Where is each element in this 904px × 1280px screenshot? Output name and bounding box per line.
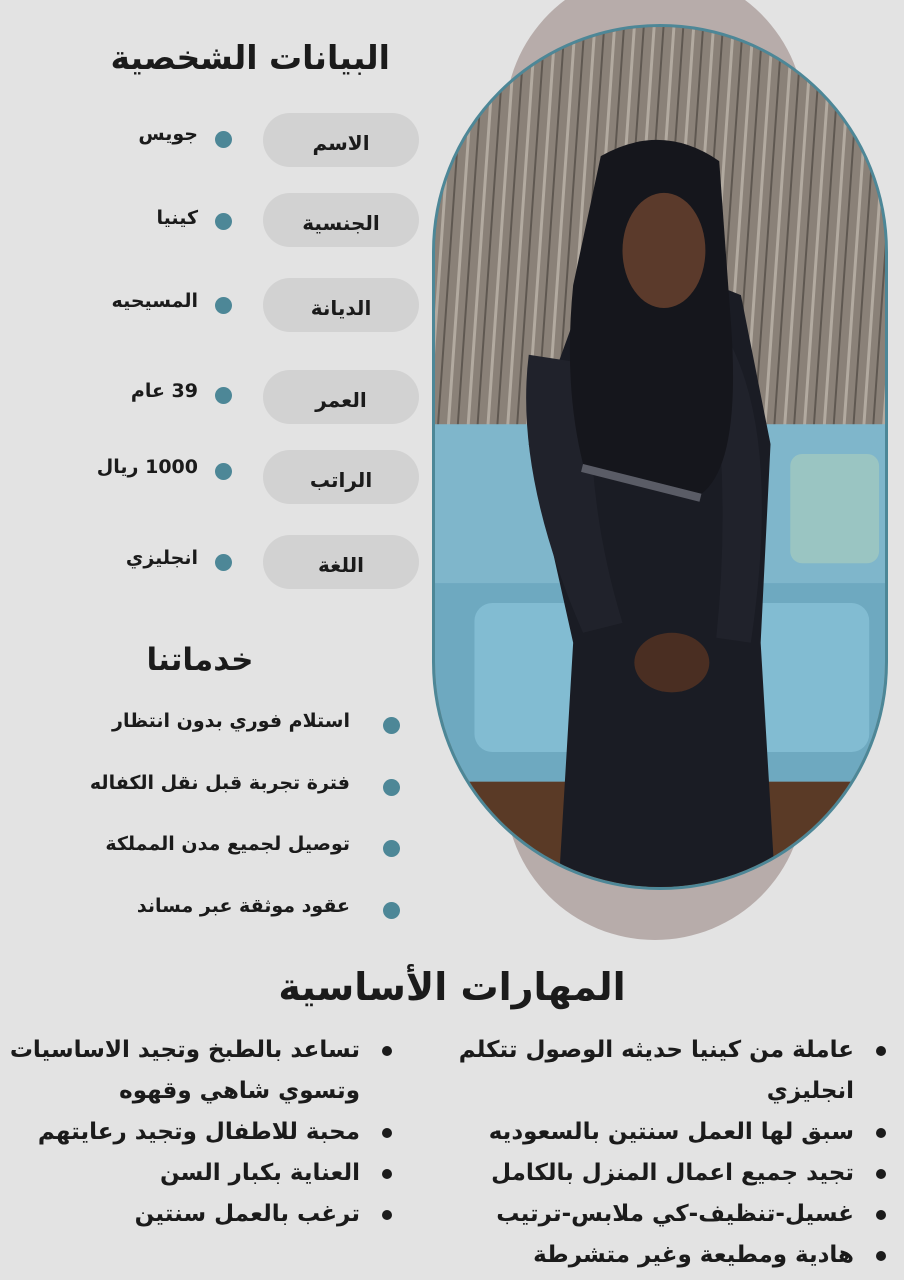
- bullet-icon: [215, 213, 232, 230]
- service-item: [0, 772, 430, 802]
- bullet-icon: [215, 554, 232, 571]
- worker-photo: [432, 24, 888, 890]
- service-text: عقود موثقة عبر مساند: [136, 895, 350, 917]
- info-row-language: [0, 535, 430, 591]
- info-value-religion: المسيحيه: [111, 290, 198, 312]
- skill-item: محبة للاطفال وتجيد رعايتهم: [0, 1112, 396, 1153]
- info-label-name: الاسم: [263, 113, 419, 167]
- skill-item: عاملة من كينيا حديثه الوصول تتكلم انجليزي: [430, 1030, 890, 1112]
- info-value-age: 39 عام: [130, 380, 198, 402]
- service-item: [0, 710, 430, 740]
- skill-item: العناية بكبار السن: [0, 1153, 396, 1194]
- skills-title: المهارات الأساسية: [278, 965, 626, 1009]
- info-row-name: [0, 113, 430, 169]
- skill-item: سبق لها العمل سنتين بالسعوديه: [430, 1112, 890, 1153]
- bullet-icon: [383, 840, 400, 857]
- service-text: فترة تجربة قبل نقل الكفاله: [89, 772, 350, 794]
- info-label-salary: الراتب: [263, 450, 419, 504]
- bullet-icon: [383, 717, 400, 734]
- skills-list-left: [0, 1030, 396, 1235]
- info-label-age: العمر: [263, 370, 419, 424]
- service-item: [0, 833, 430, 863]
- info-label-religion: الديانة: [263, 278, 419, 332]
- info-value-nationality: كينيا: [156, 207, 198, 229]
- info-row-salary: [0, 450, 430, 506]
- info-value-salary: 1000 ريال: [96, 456, 198, 478]
- skill-item: تجيد جميع اعمال المنزل بالكامل: [430, 1153, 890, 1194]
- bullet-icon: [215, 463, 232, 480]
- info-row-age: [0, 370, 430, 426]
- info-value-name: جويس: [138, 123, 198, 145]
- bullet-icon: [383, 902, 400, 919]
- bullet-icon: [215, 387, 232, 404]
- info-row-religion: [0, 278, 430, 334]
- skill-item: هادية ومطيعة وغير متشرطة: [430, 1235, 890, 1276]
- info-label-language: اللغة: [263, 535, 419, 589]
- info-row-nationality: [0, 193, 430, 249]
- services-title: خدماتنا: [146, 642, 254, 678]
- service-item: [0, 895, 430, 925]
- service-text: توصيل لجميع مدن المملكة: [105, 833, 350, 855]
- info-label-nationality: الجنسية: [263, 193, 419, 247]
- skill-item: غسيل-تنظيف-كي ملابس-ترتيب: [430, 1194, 890, 1235]
- personal-data-title: البيانات الشخصية: [110, 38, 390, 77]
- skills-list-right: [430, 1030, 890, 1276]
- bullet-icon: [383, 779, 400, 796]
- skill-item: ترغب بالعمل سنتين: [0, 1194, 396, 1235]
- bullet-icon: [215, 131, 232, 148]
- service-text: استلام فوري بدون انتظار: [112, 710, 350, 732]
- bullet-icon: [215, 297, 232, 314]
- info-value-language: انجليزي: [125, 547, 198, 569]
- skill-item: تساعد بالطبخ وتجيد الاساسيات وتسوي شاهي وقهوه: [0, 1030, 396, 1112]
